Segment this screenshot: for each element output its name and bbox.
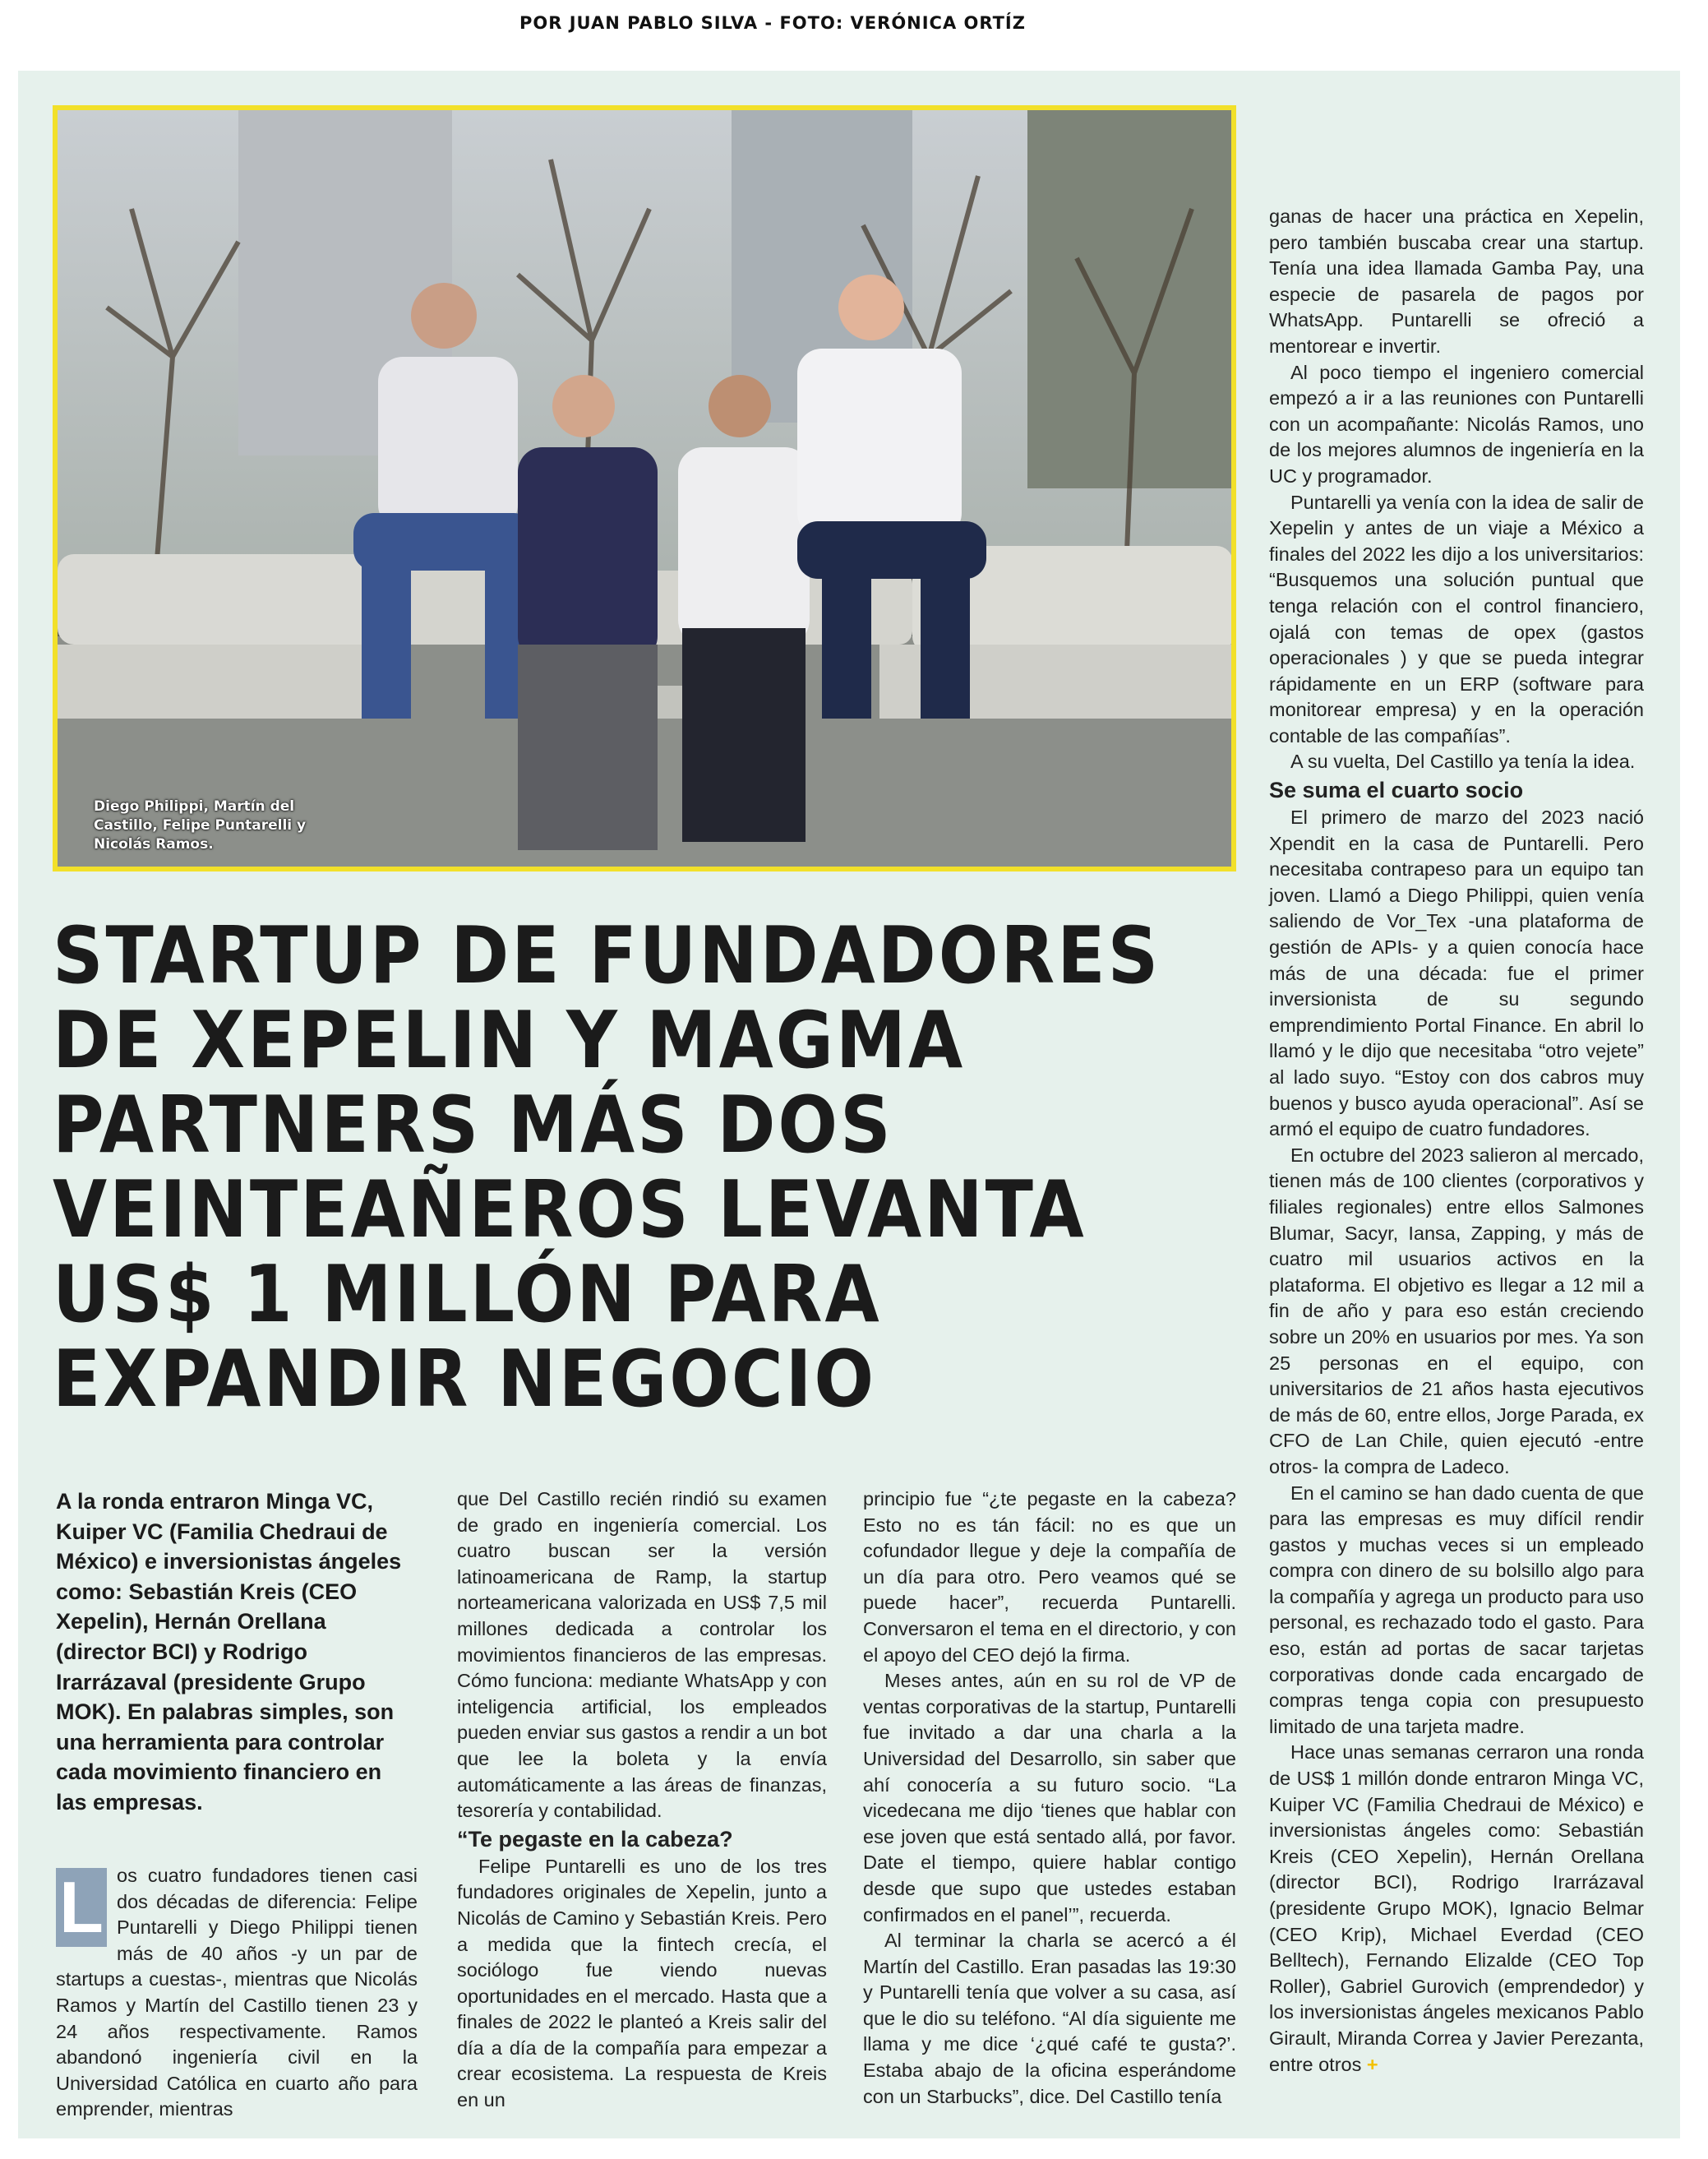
lede: A la ronda entraron Minga VC, Kuiper VC (Familia Chedraui de México) e inversionistas ángeles como: Sebastián Kreis (CEO Xepelin), Hernán Orellana (director BCI) y Rodrigo Irarrázaval (presidente Grupo MOK). En palabras simples, son una herramienta para controlar cada movimiento financiero en las empresas. — [56, 1489, 402, 1815]
column-4-paragraph-8 — [1269, 1740, 1644, 2078]
column-3-paragraph-2: Meses antes, aún en su rol de VP de ventas corporativas de la startup, Puntarelli fue invitado a dar una charla a la Universidad del Desarrollo, sin saber que ahí conocería a su futuro socio. “La vicedecana me dijo ‘tienes que hablar con ese joven que está sentado allá, por favor. Date el tiempo, quiere hablar contigo desde que supo que ustedes estaban confirmados en el panel’”, recuerda. — [863, 1670, 1236, 1926]
column-2 — [457, 1486, 827, 2114]
column-1-paragraph — [56, 1863, 418, 2123]
column-4-paragraph-5: El primero de marzo del 2023 nació Xpendit en la casa de Puntarelli. Pero necesitaba contrapeso para un equipo tan joven. Llamó a Diego Philippi, quien venía saliendo de Vor_Tex -una plataforma de gestión de APIs- y a quien conocía hace más de una década: fue el primer inversionista de su segundo emprendimiento Portal Finance. En abril lo llamó y le dijo que necesitaba “otro vejete” al lado suyo. “Estoy con dos cabros muy buenos y busco ayuda operacional”. Así se armó el equipo de cuatro fundadores. — [1269, 807, 1644, 1140]
article-photo — [53, 105, 1236, 871]
end-mark: + — [1366, 2053, 1378, 2075]
photo-caption: Diego Philippi, Martín del Castillo, Felipe Puntarelli y Nicolás Ramos. — [94, 798, 307, 853]
headline: STARTUP DE FUNDADORES DE XEPELIN Y MAGMA PARTNERS MÁS DOS VEINTEAÑEROS LEVANTA US$ 1 MILLÓN PARA EXPANDIR NEGOCIO — [53, 911, 1161, 1425]
column-4-paragraph-8-text: Hace unas semanas cerraron una ronda de US$ 1 millón donde entraron Minga VC, Kuiper VC (Familia Chedraui de México) e inversionistas ángeles como: Sebastián Kreis (CEO Xepelin), Hernán Orellana (director BCI), Rodrigo Irarrázaval (presidente Grupo MOK), Ignacio Belmar (CEO Krip), Michael Everdad (CEO Belltech), Fernando Elizalde (CEO Top Roller), Gabriel Gurovich (emprendedor) y los inversionistas ángeles mexicanos Pablo Girault, Miranda Correa y Javier Perezanta, entre otros — [1269, 1741, 1644, 2075]
column-4-paragraph-1: ganas de hacer una práctica en Xepelin, pero también buscaba crear una startup. Tenía una idea llamada Gamba Pay, una especie de pasarela de pagos por WhatsApp. Puntarelli se ofreció a mentorear e invertir. — [1269, 206, 1644, 357]
column-4-paragraph-3: Puntarelli ya venía con la idea de salir de Xepelin y antes de un viaje a México a finales del 2022 les dijo a los universitarios: “Busquemos una solución puntual que tenga relación con el control financiero, ojalá con temas de opex (gastos operacionales ) y que se pueda integrar rápidamente en un ERP (software para monitorear empresa) y en la operación contable de las compañías”. — [1269, 491, 1644, 747]
column-3-paragraph-1: principio fue “¿te pegaste en la cabeza? Esto no es tán fácil: no es que un cofundador llegue y deje la compañía de un día para otro. Pero veamos qué se puede hacer”, recuerda Puntarelli. Conversaron el tema en el directorio, y con el apoyo del CEO dejó la firma. — [863, 1488, 1236, 1666]
column-2-paragraph-2: Felipe Puntarelli es uno de los tres fundadores originales de Xepelin, junto a Nicolás de Camino y Sebastián Kreis. Pero a medida que la fintech crecía, el sociólogo fue viendo nuevas oportunidades en el mercado. Hasta que a finales de 2022 le planteó a Kreis salir del día a día de la compañía para empezar a crear ecosistema. La respuesta de Kreis en un — [457, 1855, 827, 2111]
column-4-paragraph-4: A su vuelta, Del Castillo ya tenía la idea. — [1290, 751, 1636, 773]
column-1-text: os cuatro fundadores tienen casi dos décadas de diferencia: Felipe Puntarelli y Diego Philippi tienen más de 40 años -y un par de startups a cuestas-, mientras que Nicolás Ramos y Martín del Castillo tienen 23 y 24 años respectivamente. Ramos abandonó ingeniería civil en la Universidad Católica en cuarto año para emprender, mientras — [56, 1865, 418, 2120]
column-2-paragraph-1: que Del Castillo recién rindió su examen de grado en ingeniería comercial. Los cuatro buscan ser la versión latinoamericana de Ramp, la startup norteamericana valorizada en US$ 7,5 mil millones dedicada a controlar los movimientos financieros de las empresas. Cómo funciona: mediante WhatsApp y con inteligencia artificial, los empleados pueden enviar sus gastos a rendir a un bot que lee la boleta y la envía automáticamente a las áreas de finanzas, tesorería y contabilidad. — [457, 1488, 827, 1822]
column-4-paragraph-2: Al poco tiempo el ingeniero comercial empezó a ir a las reuniones con Puntarelli con un acompañante: Nicolás Ramos, uno de los mejores alumnos de ingeniería en la UC y programador. — [1269, 361, 1644, 487]
column-2-subhead: “Te pegaste en la cabeza? — [457, 1826, 733, 1852]
column-4-subhead: Se suma el cuarto socio — [1269, 778, 1524, 803]
founders-photo-illustration — [58, 110, 1231, 867]
column-3-paragraph-3: Al terminar la charla se acercó a él Martín del Castillo. Eran pasadas las 19:30 y Puntarelli tenía que volver a su casa, así que le dio su teléfono. “Al día siguiente me llama y me dice ‘¿qué café te gusta?’. Estaba abajo de la oficina esperándome con un Starbucks”, dice. Del Castillo tenía — [863, 1930, 1236, 2107]
byline: POR JUAN PABLO SILVA - FOTO: VERÓNICA ORTÍZ — [519, 13, 1026, 33]
column-4-paragraph-7: En el camino se han dado cuenta de que para las empresas es muy difícil rendir gastos y muchas veces si un empleado compra con dinero de su bolsillo algo para la compañía y agrega un producto para uso personal, es rechazado todo el gasto. Para eso, están ad portas de sacar tarjetas corporativas donde cada encargado de compras tenga copia con presupuesto limitado de una tarjeta madre. — [1269, 1482, 1644, 1737]
column-4-paragraph-6: En octubre del 2023 salieron al mercado, tienen más de 100 clientes (corporativos y filiales regionales) entre ellos Salmones Blumar, Sacyr, Iansa, Zapping, y más de cuatro mil usuarios activos en la plataforma. El objetivo es llegar a 12 mil a fin de año y para eso están creciendo sobre un 20% en usuarios por mes. Ya son 25 personas en el equipo, con universitarios de 21 años hasta ejecutivos de más de 60, entre ellos, Jorge Parada, ex CFO de Lan Chile, quien ejecutó -entre otros- la compra de Ladeco. — [1269, 1144, 1644, 1477]
dropcap: L — [56, 1868, 107, 1947]
column-4 — [1269, 204, 1644, 2078]
column-1 — [56, 1863, 418, 2123]
column-3 — [863, 1486, 1236, 2110]
